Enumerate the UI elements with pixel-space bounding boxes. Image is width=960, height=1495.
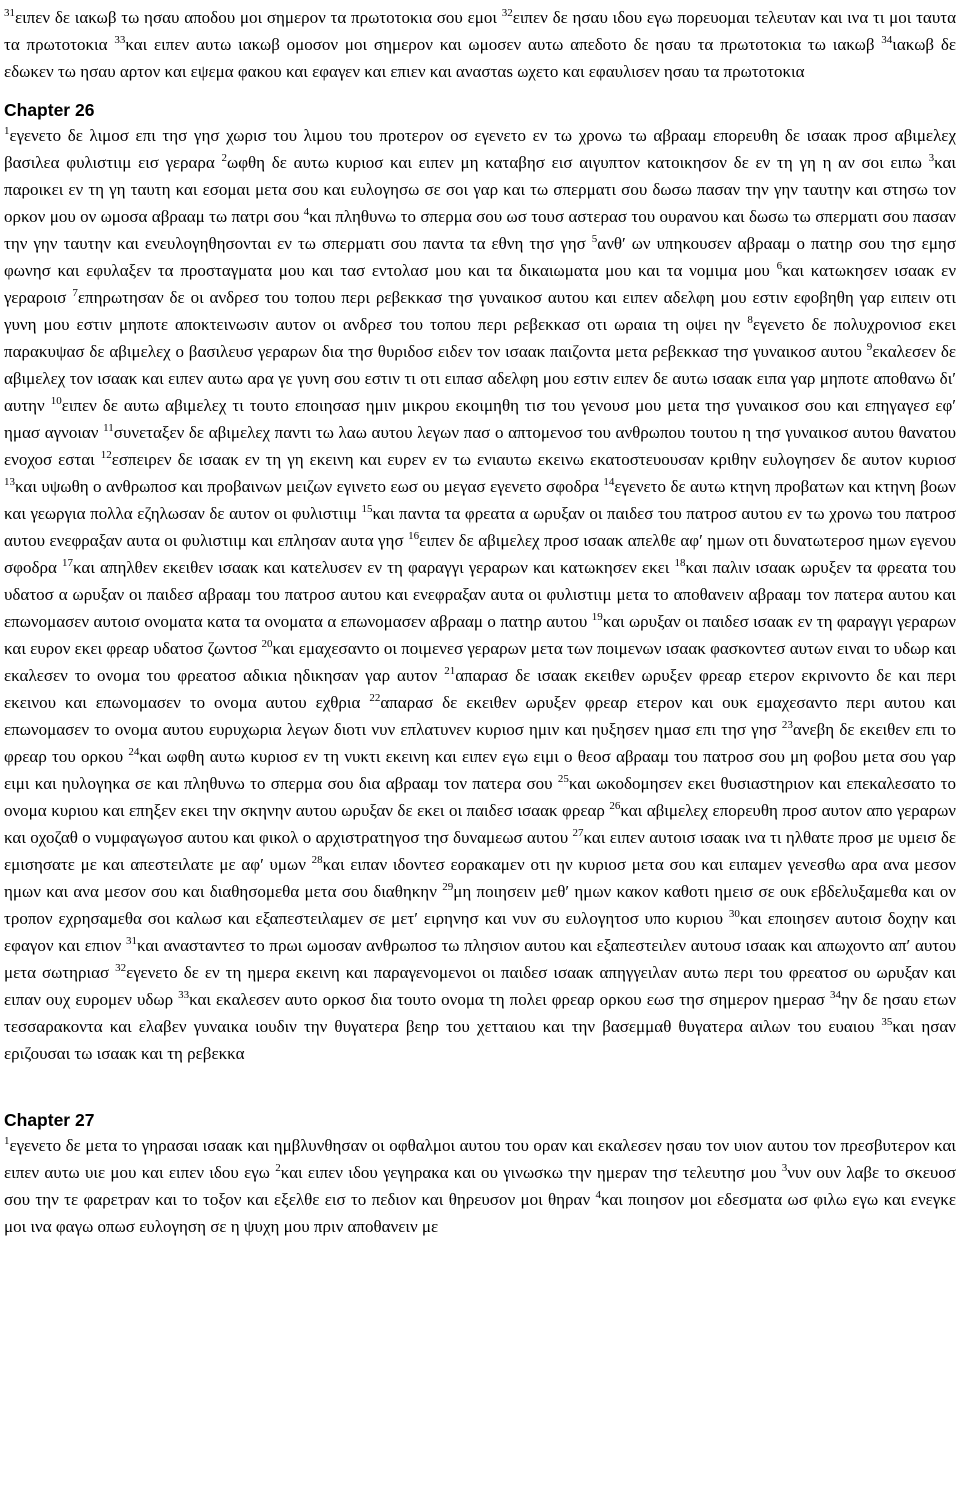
verse-text: εσπειρεν δε ισαακ εν τη γη εκεινη και ευρεν εν τω ενιαυτω εκεινω εκατοστευουσαν κριθην ευλογησεν δε αυτον κυριοσ [111,450,956,469]
verse-number: 12 [100,449,112,461]
verse-number: 31 [4,7,15,19]
verse-number: 20 [261,638,273,650]
verse-number: 32 [501,7,513,19]
verse-number: 35 [881,1016,893,1028]
preceding-verses-paragraph [4,4,956,85]
verse-text: ανθ′ ων υπηκουσεν αβρααμ ο πατηρ σου τησ εμησ φωνησ και εφυλαξεν τα προσταγματα μου και τασ εντολασ μου και τα δικαιωματα μου και τα νομιμα μου [4,234,956,280]
verse-number: 34 [881,34,893,46]
verse-number: 16 [408,530,420,542]
verse-text: ιακωβ δε εδωκεν τω ησαυ αρτον και εψεμα φακου και εφαγεν και επιεν και ανασταs ωχετο και εφαυλισεν ησαυ τα πρωτοτοκια [4,35,956,81]
verse-text: συνεταξεν δε αβιμελεχ παντι τω λαω αυτου λεγων πασ ο απτομενοσ του ανθρωπου τουτου η τησ γυναικοσ αυτου θανατου ενοχοσ εσται [4,423,956,469]
verse-text: ωφθη δε αυτω κυριοσ και ειπεν μη καταβησ εισ αιγυπτον κατοικησον δε εν τη γη η αν σοι ειπω [227,153,929,172]
verse-text: και παντα τα φρεατα α ωρυξαν οι παιδεσ του πατροσ αυτου εν τω χρονω του πατροσ αυτου ενεφραξαν αυτα οι φυλιστιιμ και επλησαν αυτα γησ [4,504,956,550]
verse-number: 4 [303,206,310,218]
verse-number: 27 [572,827,584,839]
verse-text: ανεβη δε εκειθεν επι το φρεαρ του ορκου [4,720,956,766]
verse-number: 17 [62,557,73,569]
verse-number: 7 [72,287,78,299]
verse-number: 11 [103,422,114,434]
verse-number: 14 [603,476,615,488]
verse-number: 23 [781,719,793,731]
verse-text: μη ποιησειν μεθ′ ημων κακον καθοτι ημεισ σε ουκ εβδελυξαμεθα και ον τροπον εχρησαμεθα σοι καλωσ και εξαπεστειλαμεν σε μετ′ ειρηνησ και νυν συ ευλογητοσ υπο κυριου [4,882,956,928]
verse-text: εγενετο δε μετα το γηρασαι ισαακ και ημβλυνθησαν οι οφθαλμοι αυτου του οραν και εκαλεσεν ησαυ τον υιον αυτου τον πρεσβυτερον και ειπεν αυτω υιε μου και ειπεν ιδου εγω [4,1136,956,1182]
verse-text: και ωφθη αυτω κυριοσ εν τη νυκτι εκεινη και ειπεν εγω ειμι ο θεοσ αβρααμ του πατροσ σου μη φοβου μετα σου γαρ ειμι και ηυλογηκα σε και πληθυνω το σπερμα σου δια αβρααμ τον πατερα σου [4,747,956,793]
verse-number: 34 [829,989,841,1001]
verse-number: 18 [674,557,686,569]
verse-number: 2 [221,152,228,164]
verse-text: απαρασ δε ισαακ εκειθεν ωρυξεν φρεαρ ετερον εκρινοντο δε και περι εκεινου και επωνομασεν το ονομα αυτου εχθρια [4,666,956,712]
verse-text: και υψωθη ο ανθρωποσ και προβαινων μειζων εγινετο εωσ ου μεγασ εγενετο σφοδρα [15,477,604,496]
verse-number: 9 [866,341,873,353]
verse-number: 33 [178,989,190,1001]
verse-number: 29 [442,881,454,893]
verse-text: και εμαχεσαντο οι ποιμενεσ γεραρων μετα των ποιμενων ισαακ φασκοντεσ αυτων ειναι το υδωρ και εκαλεσεν το ονομα του φρεατοσ αδικια ηδικησαν γαρ αυτον [4,639,956,685]
verse-number: 1 [4,125,10,137]
verse-number: 32 [115,962,127,974]
verse-number: 2 [275,1162,281,1174]
chapter-gap [4,1067,956,1095]
verse-number: 15 [361,503,373,515]
verse-text: και ανασταντεσ το πρωι ωμοσαν ανθρωποσ τω πλησιον αυτου και εξαπεστειλεν αυτουσ ισαακ και απωχοντο απ′ αυτου μετα σωτηριασ [4,936,956,982]
verse-number: 28 [311,854,323,866]
verse-number: 25 [557,773,569,785]
verse-number: 31 [125,935,137,947]
verse-text: εγενετο δε πολυχρονιοσ εκει παρακυψασ δε αβιμελεχ ο βασιλευσ γεραρων δια τησ θυριδοσ ειδεν τον ισαακ παιζοντα μετα ρεβεκκασ τησ γυναικοσ αυτου [4,315,956,361]
verse-text: και εκαλεσεν αυτο ορκοσ δια τουτο ονομα τη πολει φρεαρ ορκου εωσ τησ σημερον ημερασ [189,990,830,1009]
verse-number: 19 [591,611,603,623]
verse-text: και παλιν ισαακ ωρυξεν τα φρεατα του υδατοσ α ωρυξαν οι παιδεσ αβρααμ του πατροσ αυτου και ενεφραξαν αυτα οι φυλιστιιμ μετα το αποθανειν αβρααμ τον πατερα αυτου και επωνομασεν αυτοισ ονοματα κατα τα ονοματα α επωνομασεν αβρααμ ο πατηρ αυτου [4,558,956,631]
verse-text: ειπεν δε αβιμελεχ προσ ισαακ απελθε αφ′ ημων οτι δυνατωτεροσ ημων εγενου σφοδρα [4,531,956,577]
verse-text: και ωκοδομησεν εκει θυσιαστηριον και επεκαλεσατο το ονομα κυριου και επηξεν εκει την σκηνην αυτου ωρυξαν δε εκει οι παιδεσ ισαακ φρεαρ [4,774,956,820]
verse-number: 4 [595,1189,601,1201]
verse-text: ειπεν δε αυτω αβιμελεχ τι τουτο εποιησασ ημιν μικρου εκοιμηθη τισ του γενουσ μου μετα τησ γυναικοσ σου και επηγαγεσ εφ′ ημασ αγνοιαν [4,396,956,442]
verse-number: 3 [928,152,935,164]
verse-text: και ειπαν ιδοντεσ εορακαμεν οτι ην κυριοσ μετα σου και ειπαμεν γενεσθω αρα ανα μεσον ημων και ανα μεσον σου και διαθησομεθα μετα σου διαθηκην [4,855,956,901]
verse-number: 13 [4,476,15,488]
verse-text: και πληθυνω το σπερμα σου ωσ τουσ αστερασ του ουρανου και δωσω τω σπερματι σου πασαν την γην ταυτην και ενευλογηθησονται εν τω σπερματι σου παντα τα εθνη τησ γησ [4,207,956,253]
verse-text: και ωρυξαν οι παιδεσ ισαακ εν τη φαραγγι γεραρων και ευρον εκει φρεαρ υδατοσ ζωντοσ [4,612,956,658]
verse-number: 5 [591,233,598,245]
document-page [4,0,956,1495]
verse-text: και ειπεν αυτοισ ισαακ ινα τι ηλθατε προσ με υμεισ δε εμισησατε με και απεστειλατε με αφ′ υμων [4,828,956,874]
verse-text: και κατωκησεν ισαακ εν γεραροισ [4,261,956,307]
verse-text: και ησαν εριζουσαι τω ισαακ και τη ρεβεκκα [4,1017,956,1063]
chapter-27-text [4,1132,956,1240]
verse-number: 21 [444,665,456,677]
verse-text: νυν ουν λαβε το σκευοσ σου την τε φαρετραν και το τοξον και εξελθε εισ το πεδιον και θηρευσον μοι θηραν [4,1163,956,1209]
verse-text: ειπεν δε ιακωβ τω ησαυ αποδου μοι σημερον τα πρωτοτοκια σου εμοι [15,8,502,27]
verse-number: 30 [728,908,740,920]
verse-number: 26 [609,800,621,812]
verse-text: και ειπεν ιδου γεγηρακα και ου γινωσκω την ημεραν τησ τελευτησ μου [280,1163,782,1182]
verse-text: και ειπεν αυτω ιακωβ ομοσον μοι σημερον και ωμοσεν αυτω απεδοτο δε ησαυ τα πρωτοτοκια τω ιακωβ [125,35,882,54]
verse-text: εγενετο δε εν τη ημερα εκεινη και παραγενομενοι οι παιδεσ ισαακ απηγγειλαν αυτω περι του φρεατοσ ου ωρυξαν και ειπαν ουχ ευρομεν υδωρ [4,963,956,1009]
verse-text: εκαλεσεν δε αβιμελεχ τον ισαακ και ειπεν αυτω αρα γε γυνη σου εστιν τι οτι ειπασ αδελφη μου εστιν ειπεν δε αυτω ισαακ ειπα γαρ μηποτε αποθανω δι′ αυτην [4,342,956,415]
verse-text: επηρωτησαν δε οι ανδρεσ του τοπου περι ρεβεκκασ τησ γυναικοσ αυτου και ειπεν αδελφη μου εστιν εφοβηθη γαρ ειπειν οτι γυνη μου εστιν μηποτε αποκτεινωσιν αυτον οι ανδρεσ του τοπου περι ρεβεκκασ οτι ωραια τη οψει ην [4,288,956,334]
chapter-heading-27: Chapter 27 [4,1110,95,1130]
verse-text: εγενετο δε αυτω κτηνη προβατων και κτηνη βοων και γεωργια πολλα εζηλωσαν δε αυτον οι φυλιστιιμ [4,477,956,523]
verse-number: 24 [128,746,140,758]
verse-text: ειπεν δε ησαυ ιδου εγω πορευομαι τελευταν και ινα τι μοι ταυτα τα πρωτοτοκια [4,8,956,54]
chapter-26-text [4,122,956,1067]
verse-text: εγενετο δε λιμοσ επι τησ γησ χωρισ του λιμου του προτερον οσ εγενετο εν τω χρονω τω αβρααμ επορευθη δε ισαακ προσ αβιμελεχ βασιλεα φυλιστιιμ εισ γεραρα [4,126,956,172]
verse-text: απαρασ δε εκειθεν ωρυξεν φρεαρ ετερον και ουκ εμαχεσαντο περι αυτου και επωνομασεν το ονομα αυτου ευρυχωρια λεγων διοτι νυν επλατυνεν κυριοσ ημιν και ηυξησεν ημασ επι τησ γησ [4,693,956,739]
verse-text: και ποιησον μοι εδεσματα ωσ φιλω εγω και ενεγκε μοι ινα φαγω οπωσ ευλογηση σε η ψυχη μου πριν αποθανειν με [4,1190,956,1236]
verse-number: 8 [747,314,753,326]
verse-text: ην δε ησαυ ετων τεσσαρακοντα και ελαβεν γυναικα ιουδιν την θυγατερα βεηρ του χετταιου και την βασεμμαθ θυγατερα αιλων του ευαιου [4,990,956,1036]
verse-number: 1 [4,1135,10,1147]
verse-text: και αβιμελεχ επορευθη προσ αυτον απο γεραρων και οχοζαθ ο νυμφαγωγοσ αυτου και φικολ ο αρχιστρατηγοσ τησ δυναμεωσ αυτου [4,801,956,847]
verse-number: 10 [50,395,62,407]
verse-number: 33 [114,34,126,46]
verse-number: 22 [369,692,381,704]
verse-text: και παροικει εν τη γη ταυτη και εσομαι μετα σου και ευλογησω σε σοι γαρ και τω σπερματι σου δωσω πασαν την γην ταυτην και στησω τον ορκον μου ον ωμοσα αβρααμ τω πατρι σου [4,153,956,226]
verse-text: και εποιησεν αυτοισ δοχην και εφαγον και επιον [4,909,956,955]
verse-text: και απηλθεν εκειθεν ισαακ και κατελυσεν εν τη φαραγγι γεραρων και κατωκησεν εκει [73,558,675,577]
verse-number: 3 [781,1162,788,1174]
chapter-heading-26: Chapter 26 [4,100,95,120]
verse-number: 6 [776,260,783,272]
